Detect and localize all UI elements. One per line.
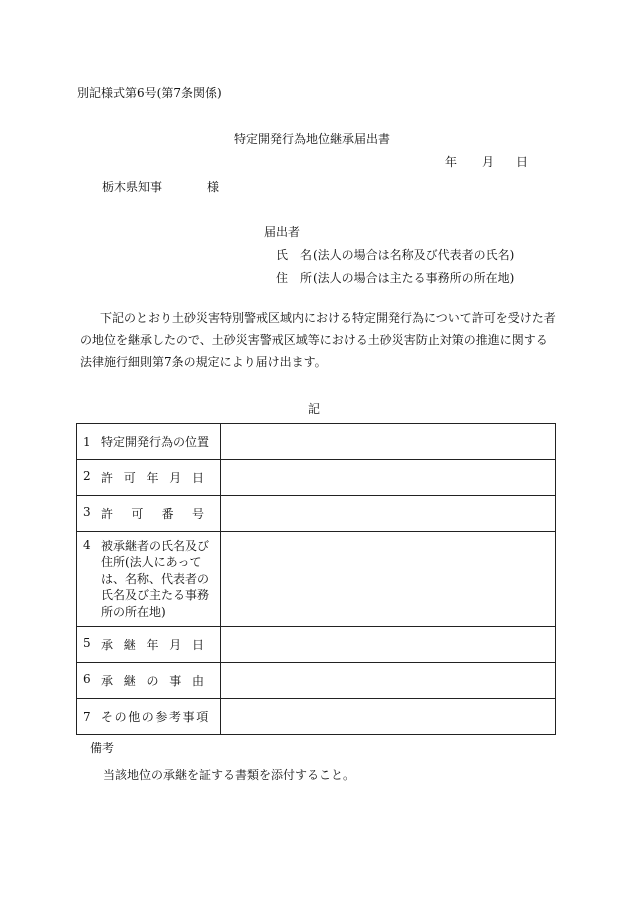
row-6-char: 由: [191, 674, 204, 688]
table-row-position: [77, 424, 556, 460]
row-3-char: 可: [131, 507, 144, 521]
row-2-char: 許: [101, 471, 114, 485]
row-7-value[interactable]: [221, 699, 556, 735]
row-7-number: 7: [83, 710, 91, 724]
row-3-value[interactable]: [221, 496, 556, 532]
row-4-line: 住所(法人にあって: [101, 555, 202, 570]
row-1-number: 1: [83, 435, 91, 449]
row-4-line: は、名称、代表者の: [101, 571, 210, 586]
row-3-number: 3: [83, 505, 91, 519]
row-3-label: [77, 496, 221, 532]
row-3-char: 番: [161, 507, 174, 521]
row-6-number: 6: [83, 672, 91, 686]
notifier-name-note: (法人の場合は名称及び代表者の氏名): [313, 248, 515, 262]
row-4-label: [77, 532, 221, 627]
notifier-name-label: 氏 名: [276, 248, 313, 262]
row-4-content: [83, 538, 220, 621]
addressee-honorific: 様: [207, 180, 220, 194]
row-5-char: 日: [191, 638, 204, 652]
row-5-char: 継: [123, 638, 136, 652]
row-6-char: の: [146, 674, 159, 688]
ki-heading: 記: [308, 402, 321, 416]
date-day-label: 日: [516, 155, 529, 169]
row-7-label: [77, 699, 221, 735]
notifier-address-label: 住 所: [276, 271, 313, 285]
date-month-label: 月: [482, 155, 495, 169]
row-2-number: 2: [83, 469, 91, 483]
row-4-number: 4: [83, 537, 91, 552]
remarks-text: 当該地位の承継を証する書類を添付すること。: [103, 768, 356, 782]
row-5-char: 年: [146, 638, 159, 652]
row-2-char: 日: [191, 471, 204, 485]
body-line-2: の地位を継承したので、土砂災害警戒区域等における土砂災害防止対策の推進に関する: [80, 333, 548, 347]
form-number: 別記様式第6号(第7条関係): [77, 86, 222, 100]
row-6-label: [77, 663, 221, 699]
table-row-other: [77, 699, 556, 735]
body-paragraph: [80, 307, 560, 373]
row-2-char: 月: [169, 471, 182, 485]
row-6-char: 継: [123, 674, 136, 688]
row-5-label: [77, 627, 221, 663]
row-6-char: 承: [101, 674, 114, 688]
row-3-char: 許: [101, 507, 114, 521]
row-2-label: [77, 460, 221, 496]
document-title: 特定開発行為地位継承届出書: [234, 132, 391, 146]
row-5-text: [101, 636, 204, 653]
row-3-char: 号: [191, 507, 204, 521]
row-2-char: 年: [146, 471, 159, 485]
remarks-label: 備考: [90, 741, 115, 755]
row-4-value[interactable]: [221, 532, 556, 627]
row-1-value[interactable]: [221, 424, 556, 460]
row-5-number: 5: [83, 636, 91, 650]
row-6-value[interactable]: [221, 663, 556, 699]
body-line-3: 法律施行細則第7条の規定により届け出ます。: [80, 355, 327, 369]
table-row-permit-number: [77, 496, 556, 532]
row-1-text: 特定開発行為の位置: [101, 435, 210, 449]
table-row-succession-reason: [77, 663, 556, 699]
table-row-predecessor: [77, 532, 556, 627]
addressee-name: 栃木県知事: [102, 180, 163, 194]
row-1-label: [77, 424, 221, 460]
row-2-char: 可: [123, 471, 136, 485]
row-4-line: 被承継者の氏名及び: [101, 538, 210, 553]
table-row-permit-date: [77, 460, 556, 496]
row-2-text: [101, 469, 204, 486]
row-4-line: 所の所在地): [101, 604, 166, 619]
body-line-1: [80, 307, 560, 329]
row-2-value[interactable]: [221, 460, 556, 496]
row-7-text: その他の参考事項: [101, 710, 210, 724]
body-line-1-text: 下記のとおり土砂災害特別警戒区域内における特定開発行為について許可を受けた者: [100, 311, 556, 325]
table-row-succession-date: [77, 627, 556, 663]
row-3-text: [101, 505, 204, 522]
notifier-address-note: (法人の場合は主たる事務所の所在地): [313, 271, 515, 285]
row-5-char: 月: [169, 638, 182, 652]
row-6-text: [101, 672, 204, 689]
row-5-value[interactable]: [221, 627, 556, 663]
date-year-label: 年: [445, 155, 458, 169]
row-5-char: 承: [101, 638, 114, 652]
details-table: [76, 423, 556, 735]
row-6-char: 事: [169, 674, 182, 688]
row-4-text: [101, 538, 211, 621]
row-4-line: 氏名及び主たる事務: [101, 588, 210, 603]
notifier-label: 届出者: [264, 225, 301, 239]
